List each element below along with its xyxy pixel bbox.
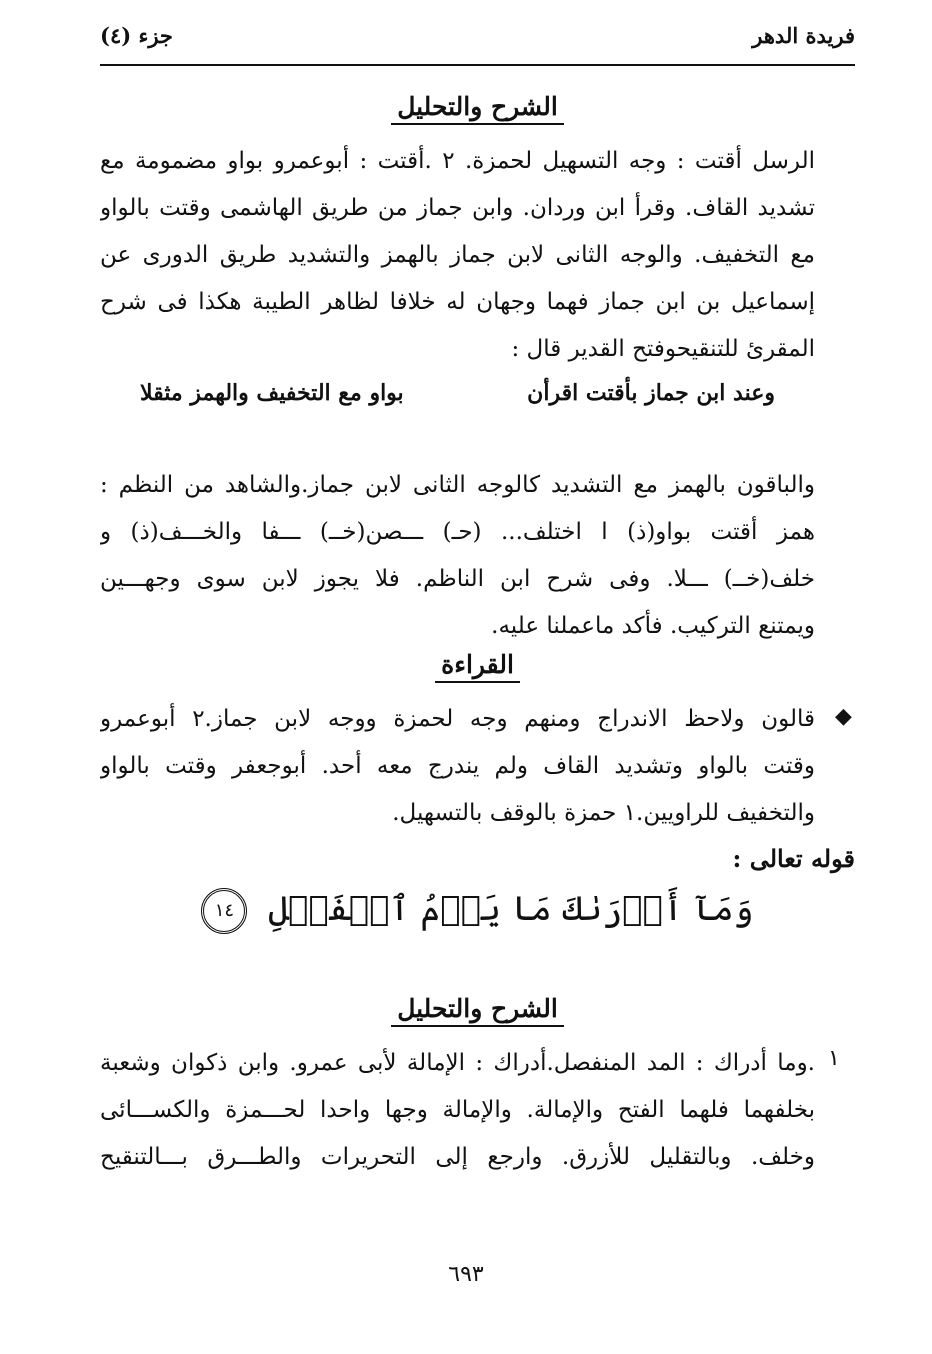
text-line: خلف(خــ) ـــلا. وفى شرح ابن الناظم. فلا يجوز لابن سوى وجهـــين: [100, 566, 815, 592]
book-title: فريدة الدهر: [752, 22, 855, 48]
text-line: وقتت بالواو وتشديد القاف ولم يندرج معه أحد. أبوجعفر وقتت بالواو: [100, 753, 815, 779]
text-line: والباقون بالهمز مع التشديد كالوجه الثانى لابن جماز.والشاهد من النظم :: [100, 472, 815, 498]
text-line: قالون ولاحظ الاندراج ومنهم وجه لحمزة ووجه لابن جماز.٢ أبوعمرو: [100, 706, 815, 732]
poem-verse: [100, 380, 815, 406]
page-number: ٦٩٣: [448, 1262, 484, 1287]
diamond-bullet-icon: ◆: [835, 704, 852, 729]
text-line: بخلفهما فلهما الفتح والإمالة. والإمالة وجها واحدا لحـــمزة والكســـائى: [100, 1097, 815, 1123]
part-label: جزء (٤): [100, 22, 173, 48]
ayah-number-icon: ١٤: [201, 888, 247, 934]
verse-hemistich-left: بواو مع التخفيف والهمز مثقلا: [140, 380, 404, 406]
paragraph-qiraa: [100, 696, 815, 837]
paragraph-sharh-2: [100, 1040, 815, 1181]
text-line: همز أقتت بواو(ذ) ا اختلف... (حـ) ـــصن(خــ) ـــفا والخـــف(ذ) و: [100, 519, 815, 545]
text-line: تشديد القاف. وقرأ ابن وردان. وابن جماز من طريق الهاشمى وقتت بالواو: [100, 195, 815, 221]
text-line: والتخفيف للراويين.١ حمزة بالوقف بالتسهيل.: [392, 800, 815, 826]
paragraph-shahid: [100, 462, 815, 650]
text-line: المقرئ للتنقيحوفتح القدير قال :: [511, 336, 815, 362]
text-line: ويمتنع التركيب. فأكد ماعملنا عليه.: [491, 613, 815, 639]
quran-text: وَمَآ أَدۡرَىٰكَ مَا يَوۡمُ ٱلۡفَصۡلِ: [268, 889, 754, 929]
paragraph-sharh-1: [100, 138, 815, 373]
verse-hemistich-right: وعند ابن جماز بأقتت اقرأن: [527, 380, 775, 406]
qawluhu-label: قوله تعالى :: [732, 844, 855, 873]
section-heading-sharh-2: الشرح والتحليل: [100, 994, 855, 1027]
quran-verse: [100, 888, 855, 934]
section-heading-sharh-1: الشرح والتحليل: [100, 92, 855, 125]
page-header: [100, 18, 855, 52]
text-line: مع التخفيف. والوجه الثانى لابن جماز بالهمز والتشديد طريق الدورى عن: [100, 242, 815, 268]
text-line: الرسل أقتت : وجه التسهيل لحمزة. ٢ .أقتت : أبوعمرو بواو مضمومة مع: [100, 148, 815, 174]
section-heading-qiraa: القراءة: [100, 650, 855, 683]
text-line: إسماعيل بن ابن جماز فهما وجهان له خلافا لظاهر الطيبة هكذا فى شرح: [100, 289, 815, 315]
header-rule: [100, 64, 855, 66]
text-line: .وما أدراك : المد المنفصل.أدراك : الإمالة لأبى عمرو. وابن ذكوان وشعبة: [100, 1050, 815, 1076]
item-number: ١: [828, 1046, 840, 1071]
text-line: وخلف. وبالتقليل للأزرق. وارجع إلى التحريرات والطـــرق بـــالتنقيح: [100, 1144, 815, 1170]
